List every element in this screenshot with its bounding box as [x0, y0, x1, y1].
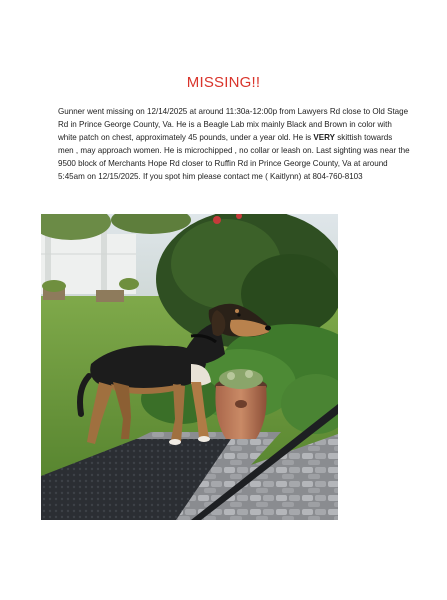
description-text-part-2: skittish towards men , may approach women. He is microchipped , no collar or leash on. Last sighting was near the 9500 block of Merchants Hope Rd closer to Ruffin Rd in Prince George County, Va at around 5:45am on 12/15/2025. If you spot him please contact me ( Kaitlynn) at 804-760-8103	[58, 133, 410, 182]
description-text-part-1: Gunner went missing on 12/14/2025 at around 11:30a-12:00p from Lawyers Rd close to Old Stage Rd in Prince George County, Va. He is a Beagle Lab mix mainly Black and Brown in color with white patch on chest, approximately 45 pounds, under a year old. He is	[58, 107, 409, 143]
terracotta-pot	[215, 369, 267, 439]
flyer-title: MISSING!!	[186, 74, 261, 91]
dog-photo	[41, 214, 338, 520]
description-emphasis: VERY	[313, 133, 336, 143]
flyer-description	[58, 105, 410, 184]
